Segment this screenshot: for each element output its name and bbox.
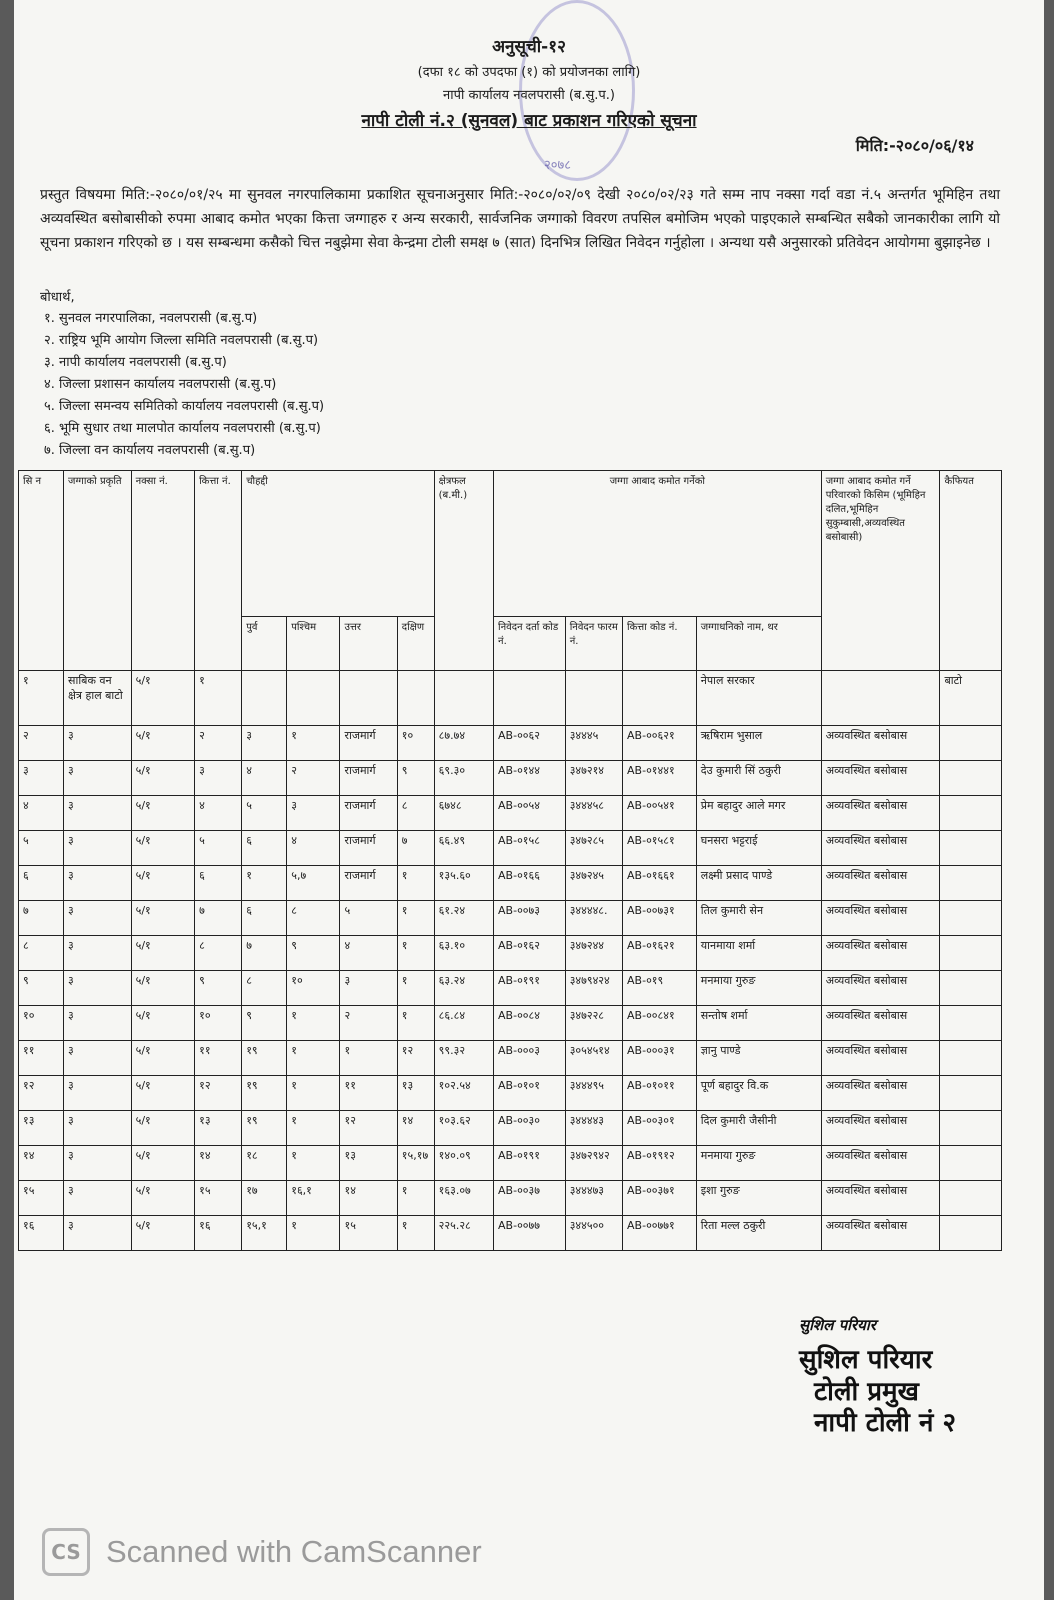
cell-app-code: AB-०१९१	[494, 1146, 566, 1181]
cell-owner: देउ कुमारी सिं ठकुरी	[696, 761, 821, 796]
cell-land-type: साबिक वन क्षेत्र हाल बाटो	[64, 671, 132, 726]
cell-west: ५,७	[287, 866, 340, 901]
cell-form-no: ३४४४५	[565, 726, 622, 761]
table-row	[19, 901, 1002, 936]
cell-remarks	[940, 936, 1002, 971]
cell-area: ६९.३०	[434, 761, 493, 796]
cell-app-code: AB-०१६२	[494, 936, 566, 971]
cell-map-no: ५/१	[131, 1216, 194, 1251]
col-kitta-code: कित्ता कोड नं.	[623, 617, 697, 671]
cell-north: ४	[340, 936, 397, 971]
camscanner-logo-icon: CS	[42, 1528, 90, 1576]
cell-area: १०३.६२	[434, 1111, 493, 1146]
cell-app-code: AB-०१६६	[494, 866, 566, 901]
cell-kitta: ७	[195, 901, 242, 936]
table-row	[19, 866, 1002, 901]
cell-map-no: ५/१	[131, 1181, 194, 1216]
cell-sn: १५	[19, 1181, 64, 1216]
cc-item: २. राष्ट्रिय भूमि आयोग जिल्ला समिति नवलपरासी (ब.सु.प)	[44, 333, 319, 348]
cell-east: ८	[242, 971, 287, 1006]
cell-family-type: अव्यवस्थित बसोबास	[821, 1041, 940, 1076]
cell-kitta-code: AB-००३७१	[623, 1181, 697, 1216]
cell-area: ६७४८	[434, 796, 493, 831]
cell-form-no: ३४७२९४२	[565, 1146, 622, 1181]
cell-owner: ज्ञानु पाण्डे	[696, 1041, 821, 1076]
camscanner-watermark	[42, 1528, 482, 1576]
cell-kitta: ८	[195, 936, 242, 971]
cell-south: १३	[397, 1076, 434, 1111]
cell-kitta-code: AB-०१६२१	[623, 936, 697, 971]
cell-owner: मनमाया गुरुङ	[696, 971, 821, 1006]
scanned-page	[14, 0, 1044, 1600]
cell-kitta-code: AB-०१९१२	[623, 1146, 697, 1181]
cell-remarks	[940, 971, 1002, 1006]
cell-west: १	[287, 1006, 340, 1041]
cell-form-no: ३४७२१४	[565, 761, 622, 796]
cell-app-code	[494, 671, 566, 726]
cell-sn: १२	[19, 1076, 64, 1111]
cell-remarks	[940, 726, 1002, 761]
cell-map-no: ५/१	[131, 1146, 194, 1181]
cell-west: ८	[287, 901, 340, 936]
cell-kitta: ५	[195, 831, 242, 866]
cell-sn: ५	[19, 831, 64, 866]
cell-kitta: १४	[195, 1146, 242, 1181]
cell-owner: इशा गुरुङ	[696, 1181, 821, 1216]
cell-map-no: ५/१	[131, 796, 194, 831]
cell-land-type: ३	[64, 971, 132, 1006]
cell-family-type: अव्यवस्थित बसोबास	[821, 866, 940, 901]
land-details-table	[18, 470, 1002, 1251]
cell-east: ३	[242, 726, 287, 761]
cell-east: ४	[242, 761, 287, 796]
cell-west: १०	[287, 971, 340, 1006]
cell-kitta: १	[195, 671, 242, 726]
cell-kitta-code: AB-००७७१	[623, 1216, 697, 1251]
cell-sn: ३	[19, 761, 64, 796]
notice-date: मिति:-२०८०/०६/१४	[855, 136, 974, 155]
cc-item: ४. जिल्ला प्रशासन कार्यालय नवलपरासी (ब.सु.प)	[44, 377, 277, 392]
cell-sn: १	[19, 671, 64, 726]
office-line: नापी कार्यालय नवलपरासी (ब.सु.प.)	[443, 88, 615, 103]
cell-family-type: अव्यवस्थित बसोबास	[821, 1111, 940, 1146]
table-row	[19, 1041, 1002, 1076]
cell-form-no: ३४४४९५	[565, 1076, 622, 1111]
cell-kitta: ४	[195, 796, 242, 831]
cell-family-type: अव्यवस्थित बसोबास	[821, 1216, 940, 1251]
cell-kitta: ६	[195, 866, 242, 901]
cell-land-type: ३	[64, 726, 132, 761]
cell-app-code: AB-०१९१	[494, 971, 566, 1006]
table-row	[19, 761, 1002, 796]
cell-owner: तिल कुमारी सेन	[696, 901, 821, 936]
cell-sn: ११	[19, 1041, 64, 1076]
cell-land-type: ३	[64, 831, 132, 866]
cell-south: ७	[397, 831, 434, 866]
cell-sn: १०	[19, 1006, 64, 1041]
cell-kitta: ३	[195, 761, 242, 796]
table-row	[19, 1146, 1002, 1181]
cell-sn: १३	[19, 1111, 64, 1146]
cell-map-no: ५/१	[131, 971, 194, 1006]
col-west: पश्चिम	[287, 617, 340, 671]
cell-owner: लक्ष्मी प्रसाद पाण्डे	[696, 866, 821, 901]
cell-remarks	[940, 1216, 1002, 1251]
cc-item: ३. नापी कार्यालय नवलपरासी (ब.सु.प)	[44, 355, 227, 370]
cell-land-type: ३	[64, 1006, 132, 1041]
cell-east: १५,१	[242, 1216, 287, 1251]
cell-remarks	[940, 1181, 1002, 1216]
cell-area: ६६.४९	[434, 831, 493, 866]
col-app-code: निवेदन दर्ता कोड नं.	[494, 617, 566, 671]
cell-south: १५,१७	[397, 1146, 434, 1181]
cell-land-type: ३	[64, 936, 132, 971]
cell-east: १९	[242, 1111, 287, 1146]
cell-form-no: ३४७२२८	[565, 1006, 622, 1041]
cell-map-no: ५/१	[131, 831, 194, 866]
cell-family-type: अव्यवस्थित बसोबास	[821, 1076, 940, 1111]
cell-kitta: ९	[195, 971, 242, 1006]
cell-north: १	[340, 1041, 397, 1076]
cell-north: राजमार्ग	[340, 831, 397, 866]
signatory-role: टोली प्रमुख	[814, 1377, 919, 1407]
cell-west: ४	[287, 831, 340, 866]
cell-family-type: अव्यवस्थित बसोबास	[821, 761, 940, 796]
cell-form-no: ३०५४५१४	[565, 1041, 622, 1076]
cell-east: १९	[242, 1041, 287, 1076]
seal-year: २०७८	[544, 158, 572, 173]
cell-family-type: अव्यवस्थित बसोबास	[821, 901, 940, 936]
table-row	[19, 936, 1002, 971]
cell-app-code: AB-००३७	[494, 1181, 566, 1216]
table-row	[19, 671, 1002, 726]
col-boundary: चौहद्दी	[242, 471, 434, 617]
cell-form-no: ३४७२४५	[565, 866, 622, 901]
signatory-name: सुशिल परियार	[799, 1345, 933, 1375]
cell-land-type: ३	[64, 901, 132, 936]
cell-form-no: ३४४४४८.	[565, 901, 622, 936]
cell-area: १४०.०९	[434, 1146, 493, 1181]
cell-kitta-code: AB-००५४१	[623, 796, 697, 831]
col-kitta: कित्ता नं.	[195, 471, 242, 671]
cell-west: १	[287, 726, 340, 761]
cell-east: १	[242, 866, 287, 901]
cell-kitta-code: AB-०१४४१	[623, 761, 697, 796]
cell-west: १	[287, 1216, 340, 1251]
cell-land-type: ३	[64, 1076, 132, 1111]
cell-north: १२	[340, 1111, 397, 1146]
cell-family-type: अव्यवस्थित बसोबास	[821, 796, 940, 831]
cell-west: १	[287, 1076, 340, 1111]
cell-kitta-code: AB-०००३१	[623, 1041, 697, 1076]
cell-area: १३५.६०	[434, 866, 493, 901]
cell-land-type: ३	[64, 1216, 132, 1251]
cell-owner: प्रेम बहादुर आले मगर	[696, 796, 821, 831]
cell-sn: ८	[19, 936, 64, 971]
cell-west: १६,१	[287, 1181, 340, 1216]
cell-area: ६१.२४	[434, 901, 493, 936]
cell-app-code: AB-००५४	[494, 796, 566, 831]
cell-kitta-code: AB-००३०१	[623, 1111, 697, 1146]
cell-north	[340, 671, 397, 726]
cell-east: ६	[242, 831, 287, 866]
cell-south: १	[397, 1006, 434, 1041]
table-row	[19, 831, 1002, 866]
table-row	[19, 1181, 1002, 1216]
cell-app-code: AB-००८४	[494, 1006, 566, 1041]
cell-sn: ६	[19, 866, 64, 901]
cell-south: १०	[397, 726, 434, 761]
cell-remarks	[940, 1076, 1002, 1111]
cell-kitta-code: AB-००६२१	[623, 726, 697, 761]
cell-kitta-code: AB-०१९	[623, 971, 697, 1006]
col-south: दक्षिण	[397, 617, 434, 671]
cell-kitta-code	[623, 671, 697, 726]
cell-west: २	[287, 761, 340, 796]
cell-family-type	[821, 671, 940, 726]
signature-scribble: सुशिल परियार	[799, 1316, 876, 1334]
cell-north: १५	[340, 1216, 397, 1251]
cell-north: ११	[340, 1076, 397, 1111]
cell-east: १७	[242, 1181, 287, 1216]
cell-remarks: बाटो	[940, 671, 1002, 726]
cell-area: ६३.२४	[434, 971, 493, 1006]
cell-area: ६३.१०	[434, 936, 493, 971]
cell-kitta-code: AB-००८४१	[623, 1006, 697, 1041]
cell-form-no: ३४७२४४	[565, 936, 622, 971]
cc-item: ५. जिल्ला समन्वय समितिको कार्यालय नवलपरासी (ब.सु.प)	[44, 399, 325, 414]
cc-item: १. सुनवल नगरपालिका, नवलपरासी (ब.सु.प)	[44, 311, 258, 326]
table-row	[19, 971, 1002, 1006]
cell-east: ५	[242, 796, 287, 831]
cell-east: १८	[242, 1146, 287, 1181]
cell-east: ७	[242, 936, 287, 971]
cell-land-type: ३	[64, 1041, 132, 1076]
cell-family-type: अव्यवस्थित बसोबास	[821, 971, 940, 1006]
cell-sn: ७	[19, 901, 64, 936]
cell-kitta: ११	[195, 1041, 242, 1076]
cell-app-code: AB-०१५८	[494, 831, 566, 866]
col-family-type: जग्गा आबाद कमोत गर्ने परिवारको किसिम (भूमिहिन दलित,भूमिहिन सुकुम्बासी,अव्यवस्थित बसोबासी)	[821, 471, 940, 671]
camscanner-text: Scanned with CamScanner	[106, 1534, 482, 1569]
cell-north: राजमार्ग	[340, 726, 397, 761]
cell-north: राजमार्ग	[340, 796, 397, 831]
cell-west: १	[287, 1111, 340, 1146]
cell-south: ८	[397, 796, 434, 831]
cell-app-code: AB-०१४४	[494, 761, 566, 796]
cell-kitta: १२	[195, 1076, 242, 1111]
cell-land-type: ३	[64, 1146, 132, 1181]
col-remarks: कैफियत	[940, 471, 1002, 671]
cell-map-no: ५/१	[131, 901, 194, 936]
col-occupant: जग्गा आबाद कमोत गर्नेको	[494, 471, 822, 617]
cell-kitta: १५	[195, 1181, 242, 1216]
cell-south: ९	[397, 761, 434, 796]
cell-north: राजमार्ग	[340, 866, 397, 901]
cell-remarks	[940, 866, 1002, 901]
cell-west: ९	[287, 936, 340, 971]
cell-remarks	[940, 761, 1002, 796]
cell-south: १४	[397, 1111, 434, 1146]
cell-map-no: ५/१	[131, 671, 194, 726]
cell-owner: नेपाल सरकार	[696, 671, 821, 726]
cell-owner: दिल कुमारी जैसीनी	[696, 1111, 821, 1146]
cell-family-type: अव्यवस्थित बसोबास	[821, 831, 940, 866]
cell-app-code: AB-०१०१	[494, 1076, 566, 1111]
cell-family-type: अव्यवस्थित बसोबास	[821, 1181, 940, 1216]
cell-sn: ४	[19, 796, 64, 831]
cell-south: १	[397, 936, 434, 971]
cc-list	[44, 308, 324, 462]
table-row	[19, 796, 1002, 831]
cell-family-type: अव्यवस्थित बसोबास	[821, 726, 940, 761]
cell-north: ३	[340, 971, 397, 1006]
table-row	[19, 1076, 1002, 1111]
cc-item: ७. जिल्ला वन कार्यालय नवलपरासी (ब.सु.प)	[44, 443, 256, 458]
cell-map-no: ५/१	[131, 726, 194, 761]
cell-land-type: ३	[64, 796, 132, 831]
col-sn: सि न	[19, 471, 64, 671]
cell-form-no: ३४७९४२४	[565, 971, 622, 1006]
cell-app-code: AB-००७३	[494, 901, 566, 936]
cell-map-no: ५/१	[131, 866, 194, 901]
cell-area	[434, 671, 493, 726]
signatory-team: नापी टोली नं २	[814, 1408, 956, 1438]
cell-map-no: ५/१	[131, 1041, 194, 1076]
cell-north: १३	[340, 1146, 397, 1181]
cell-form-no	[565, 671, 622, 726]
cell-owner: यानमाया शर्मा	[696, 936, 821, 971]
cell-north: १४	[340, 1181, 397, 1216]
cell-form-no: ३४४४७३	[565, 1181, 622, 1216]
cell-map-no: ५/१	[131, 1111, 194, 1146]
cell-form-no: ३४४५००	[565, 1216, 622, 1251]
cell-area: २२५.२८	[434, 1216, 493, 1251]
cell-map-no: ५/१	[131, 936, 194, 971]
table-row	[19, 726, 1002, 761]
cell-remarks	[940, 831, 1002, 866]
cell-sn: १६	[19, 1216, 64, 1251]
cell-south: १	[397, 866, 434, 901]
cell-south: १	[397, 971, 434, 1006]
cell-remarks	[940, 1111, 1002, 1146]
cell-kitta: १३	[195, 1111, 242, 1146]
cell-app-code: AB-००३०	[494, 1111, 566, 1146]
cell-north: ५	[340, 901, 397, 936]
cell-east: ६	[242, 901, 287, 936]
cell-remarks	[940, 1006, 1002, 1041]
col-land-type: जग्गाको प्रकृति	[64, 471, 132, 671]
cell-app-code: AB-००६२	[494, 726, 566, 761]
cell-owner: मनमाया गुरुङ	[696, 1146, 821, 1181]
cell-south	[397, 671, 434, 726]
cell-west: १	[287, 1041, 340, 1076]
schedule-heading: अनुसूची-१२	[492, 37, 566, 57]
cell-map-no: ५/१	[131, 1076, 194, 1111]
cell-owner: पूर्ण बहादुर वि.क	[696, 1076, 821, 1111]
cell-remarks	[940, 1041, 1002, 1076]
cell-west: ३	[287, 796, 340, 831]
col-map-no: नक्सा नं.	[131, 471, 194, 671]
cell-west	[287, 671, 340, 726]
cell-owner: ऋषिराम भुसाल	[696, 726, 821, 761]
cc-item: ६. भूमि सुधार तथा मालपोत कार्यालय नवलपरासी (ब.सु.प)	[44, 421, 321, 436]
cell-family-type: अव्यवस्थित बसोबास	[821, 1006, 940, 1041]
cell-form-no: ३४४४५८	[565, 796, 622, 831]
cell-kitta-code: AB-००७३१	[623, 901, 697, 936]
cc-heading: बोधार्थ,	[40, 290, 75, 305]
col-east: पुर्व	[242, 617, 287, 671]
cell-kitta-code: AB-०१५८१	[623, 831, 697, 866]
cell-north: राजमार्ग	[340, 761, 397, 796]
col-area: क्षेत्रफल (ब.मी.)	[434, 471, 493, 671]
cell-east	[242, 671, 287, 726]
cell-sn: २	[19, 726, 64, 761]
cell-south: १	[397, 901, 434, 936]
cell-owner: रिता मल्ल ठकुरी	[696, 1216, 821, 1251]
cell-south: १	[397, 1216, 434, 1251]
cell-app-code: AB-००७७	[494, 1216, 566, 1251]
col-form-no: निवेदन फारम नं.	[565, 617, 622, 671]
cell-form-no: ३४७२८५	[565, 831, 622, 866]
cell-east: १९	[242, 1076, 287, 1111]
cell-owner: सन्तोष शर्मा	[696, 1006, 821, 1041]
cell-kitta: १६	[195, 1216, 242, 1251]
cell-kitta-code: AB-०१६६१	[623, 866, 697, 901]
cell-map-no: ५/१	[131, 1006, 194, 1041]
cell-sn: १४	[19, 1146, 64, 1181]
cell-land-type: ३	[64, 1181, 132, 1216]
cell-remarks	[940, 796, 1002, 831]
cell-area: ८६.८४	[434, 1006, 493, 1041]
cell-south: १	[397, 1181, 434, 1216]
table-row	[19, 1111, 1002, 1146]
notice-paragraph: प्रस्तुत विषयमा मिति:-२०८०/०१/२५ मा सुनवल नगरपालिकामा प्रकाशित सूचनाअनुसार मिति:-२०८०/०२/०९ देखी २०८०/०२/२३ गते सम्म नाप नक्सा गर्दा वडा नं.५ अन्तर्गत भूमिहिन तथा अव्यवस्थित बसोबासीको रुपमा आबाद कमोत भएका कित्ता जग्गाहरु र अन्य सरकारी, सार्वजनिक जग्गाको विवरण तपसिल बमोजिम भएको पाइएकाले सम्बन्धित सबैको जानकारीका लागि यो सूचना प्रकाशन गरिएको छ । यस सम्बन्धमा कसैको चित्त नबुझेमा सेवा केन्द्रमा टोली समक्ष ७ (सात) दिनभित्र लिखित निवेदन गर्नुहोला । अन्यथा यसै अनुसारको प्रतिवेदन आयोगमा बुझाइनेछ ।	[40, 187, 1000, 251]
cell-kitta-code: AB-०१०११	[623, 1076, 697, 1111]
col-owner: जग्गाधनिको नाम, थर	[696, 617, 821, 671]
cell-area: ८७.७४	[434, 726, 493, 761]
table-row	[19, 1216, 1002, 1251]
cell-area: १६३.०७	[434, 1181, 493, 1216]
purpose-line: (दफा १८ को उपदफा (१) को प्रयोजनका लागि)	[417, 65, 641, 80]
cell-north: २	[340, 1006, 397, 1041]
cell-remarks	[940, 901, 1002, 936]
cell-land-type: ३	[64, 866, 132, 901]
cell-west: १	[287, 1146, 340, 1181]
table-row	[19, 1006, 1002, 1041]
cell-land-type: ३	[64, 761, 132, 796]
notice-title: नापी टोली नं.२ (सुनवल) बाट प्रकाशन गरिएको सूचना	[361, 111, 697, 131]
cell-east: ९	[242, 1006, 287, 1041]
cell-form-no: ३४४४४३	[565, 1111, 622, 1146]
cell-owner: घनसरा भट्टराई	[696, 831, 821, 866]
cell-map-no: ५/१	[131, 761, 194, 796]
cell-family-type: अव्यवस्थित बसोबास	[821, 1146, 940, 1181]
cell-south: १२	[397, 1041, 434, 1076]
cell-remarks	[940, 1146, 1002, 1181]
cell-family-type: अव्यवस्थित बसोबास	[821, 936, 940, 971]
cell-land-type: ३	[64, 1111, 132, 1146]
col-north: उत्तर	[340, 617, 397, 671]
cell-kitta: २	[195, 726, 242, 761]
cell-kitta: १०	[195, 1006, 242, 1041]
cell-area: ९९.३२	[434, 1041, 493, 1076]
cell-app-code: AB-०००३	[494, 1041, 566, 1076]
cell-area: १०२.५४	[434, 1076, 493, 1111]
cell-sn: ९	[19, 971, 64, 1006]
